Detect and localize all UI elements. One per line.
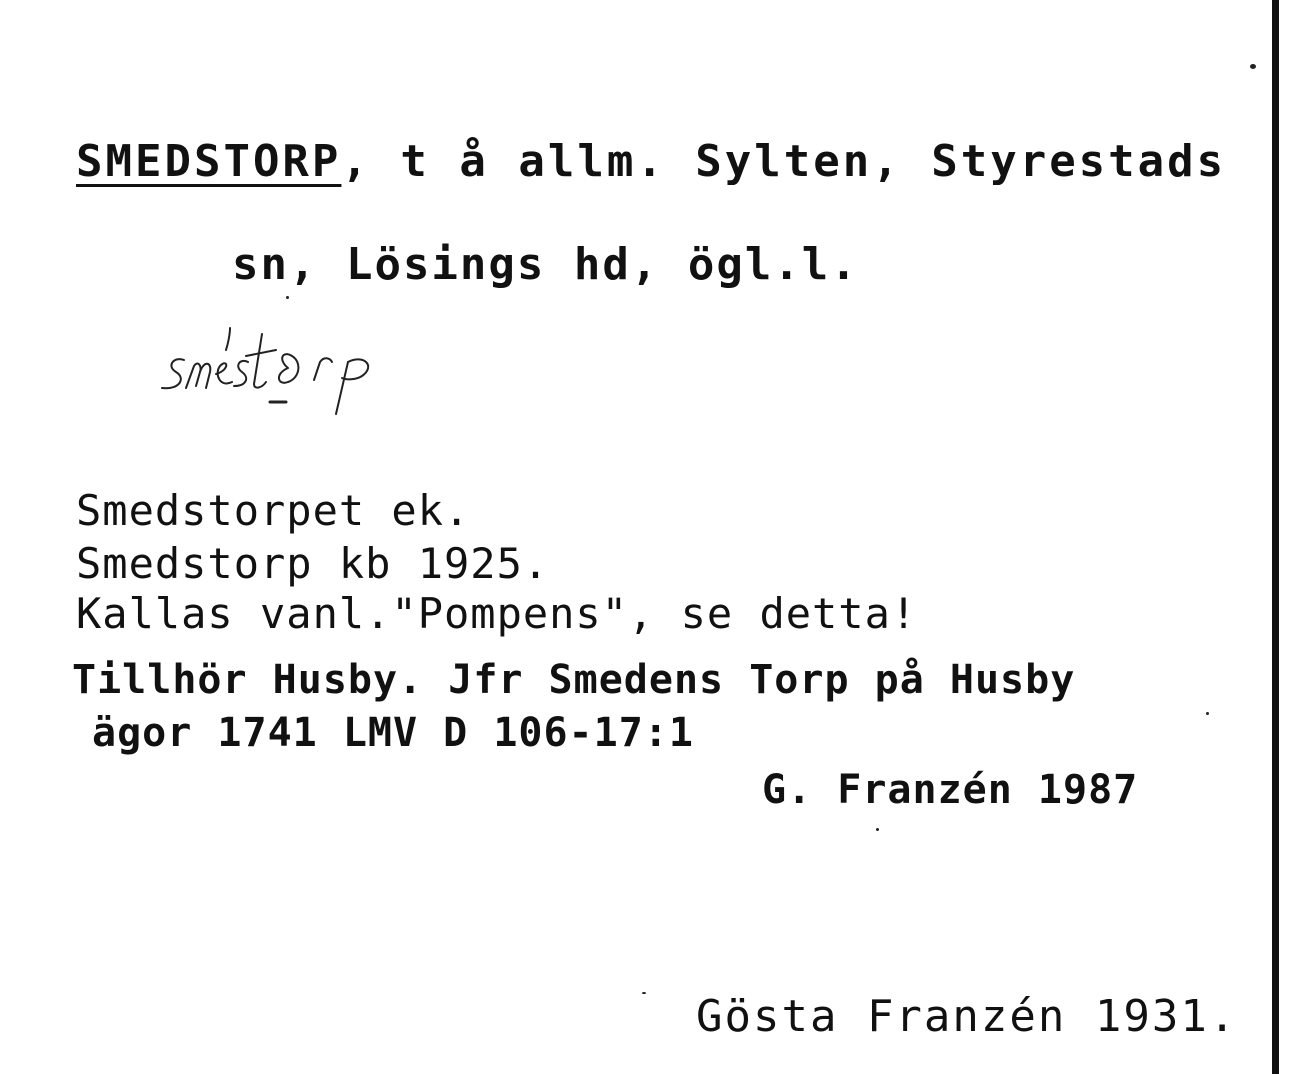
note-line-lmv: ägor 1741 LMV D 106-17:1 (92, 710, 694, 756)
card-edge-line (1272, 0, 1279, 1074)
scan-speck (1250, 64, 1256, 69)
note-line-husby: Tillhör Husby. Jfr Smedens Torp på Husby (72, 657, 1076, 703)
entry-heading: SMEDSTORP (76, 136, 342, 187)
scan-speck (286, 296, 289, 299)
note-line-pompens: Kallas vanl."Pompens", se detta! (76, 589, 918, 638)
entry-location: , t å allm. Sylten, Styrestads (341, 136, 1227, 187)
handwritten-pronunciation (150, 310, 450, 420)
note-signature-1987: G. Franzén 1987 (762, 767, 1139, 813)
card-signature-1931: Gösta Franzén 1931. (696, 991, 1238, 1042)
entry-district-line: sn, Lösings hd, ögl.l. (232, 239, 859, 290)
scan-speck (642, 992, 646, 994)
scan-speck (1206, 712, 1209, 715)
note-line-kb: Smedstorp kb 1925. (76, 539, 550, 588)
entry-title-line (76, 136, 1227, 187)
note-line-ek: Smedstorpet ek. (76, 486, 471, 535)
scan-speck (876, 828, 879, 831)
